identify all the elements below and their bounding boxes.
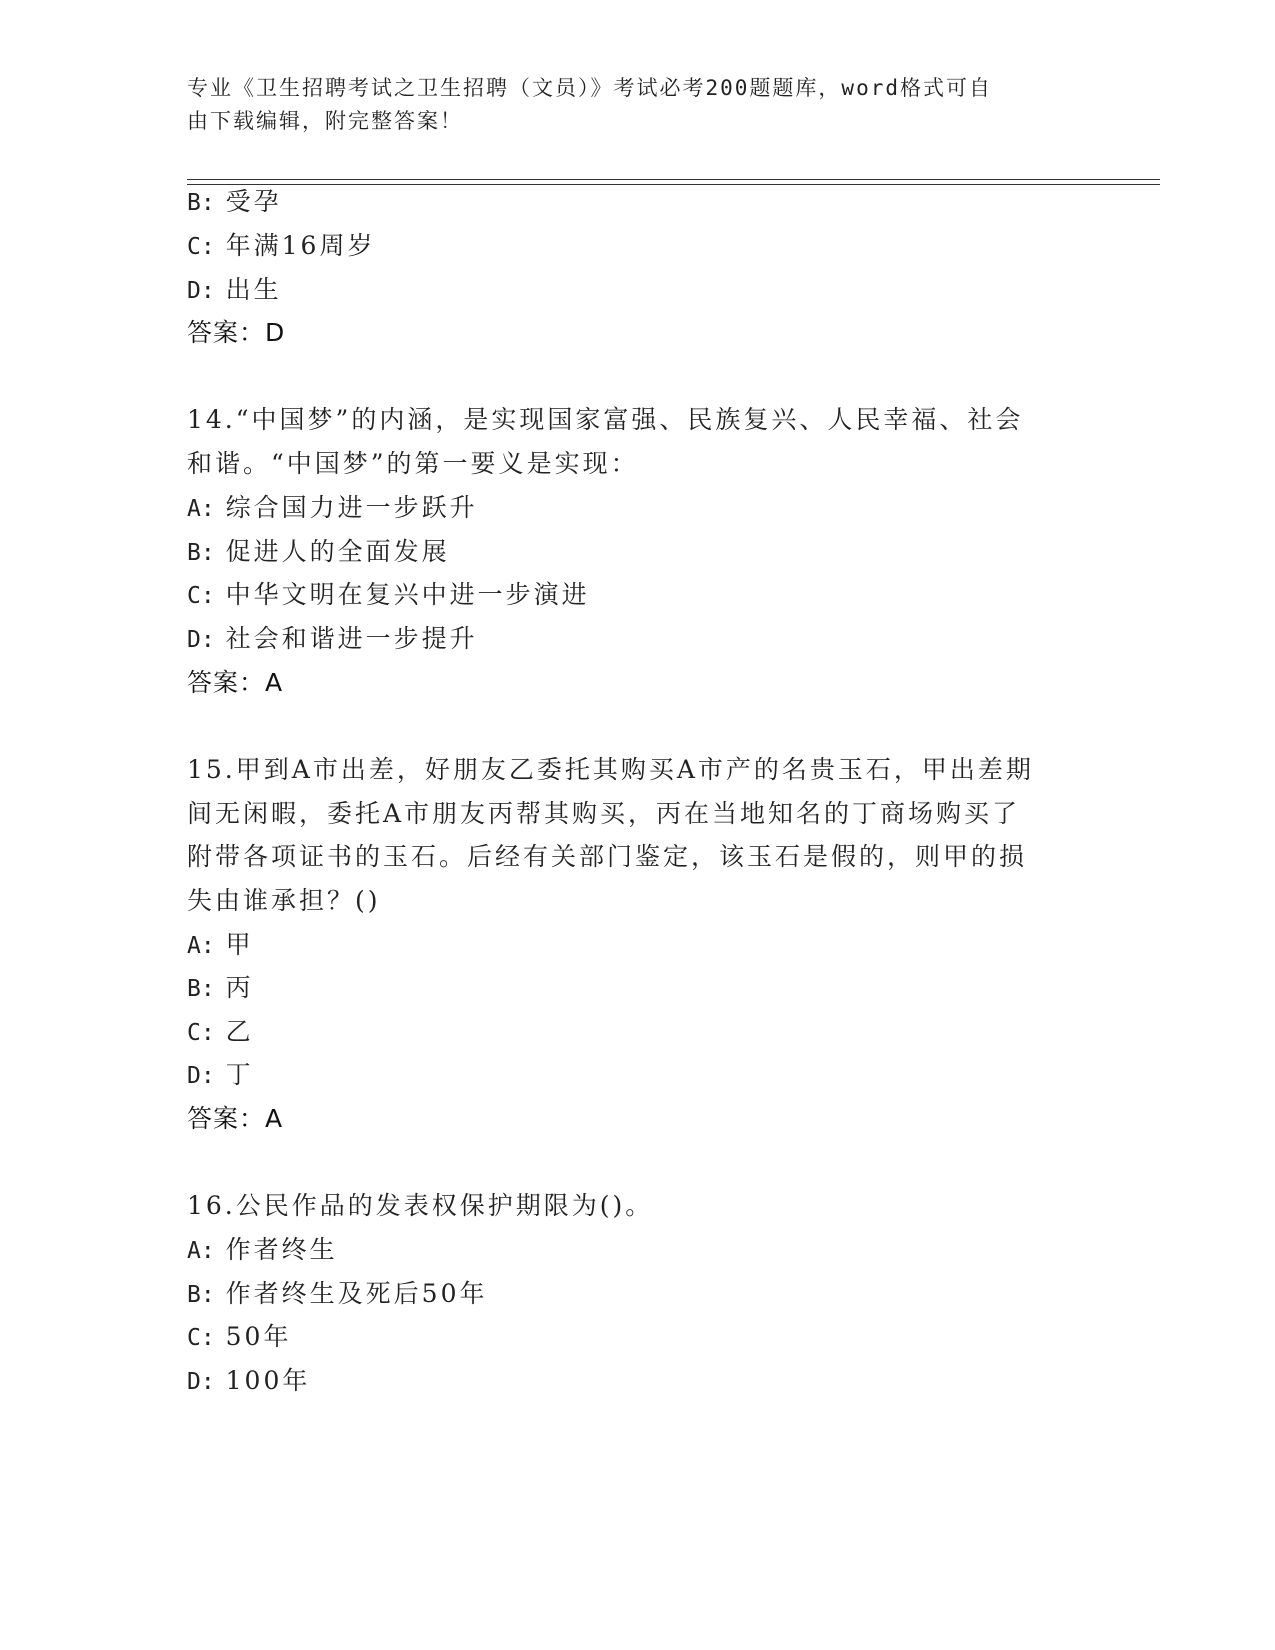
q15-stem-line-3: 附带各项证书的玉石。后经有关部门鉴定，该玉石是假的，则甲的损 <box>187 842 1028 871</box>
q16-option-d: D: 100年 <box>187 1366 311 1395</box>
q16-option-b: B: 作者终生及死后50年 <box>187 1279 488 1308</box>
q15-option-d: D: 丁 <box>187 1060 254 1089</box>
q14-option-c: C: 中华文明在复兴中进一步演进 <box>187 580 590 609</box>
document-header <box>187 72 1067 138</box>
q15-answer: 答案：A <box>187 1104 284 1133</box>
q15-stem-line-2: 间无闲暇，委托A市朋友丙帮其购买，丙在当地知名的丁商场购买了 <box>187 799 1021 828</box>
q14-stem-line-2: 和谐。“中国梦”的第一要义是实现： <box>187 449 639 478</box>
q13-option-c: C: 年满16周岁 <box>187 231 376 260</box>
q15-option-b: B: 丙 <box>187 973 254 1002</box>
q16-option-c: C: 50年 <box>187 1322 292 1351</box>
q13-option-d: D: 出生 <box>187 275 282 304</box>
header-divider-top <box>187 179 1160 180</box>
q15-stem-line-1: 15.甲到A市出差，好朋友乙委托其购买A市产的名贵玉石，甲出差期 <box>187 755 1034 784</box>
q14-option-a: A: 综合国力进一步跃升 <box>187 493 478 522</box>
q16-option-a: A: 作者终生 <box>187 1235 338 1264</box>
q15-option-a: A: 甲 <box>187 930 254 959</box>
q15-stem-line-4: 失由谁承担？() <box>187 886 381 915</box>
q15-option-c: C: 乙 <box>187 1017 254 1046</box>
q13-option-b: B: 受孕 <box>187 187 282 216</box>
header-line-2: 由下载编辑，附完整答案！ <box>187 109 463 133</box>
q14-stem-line-1: 14.“中国梦”的内涵，是实现国家富强、民族复兴、人民幸福、社会 <box>187 405 1024 434</box>
header-line-1: 专业《卫生招聘考试之卫生招聘（文员）》考试必考200题题库，word格式可自 <box>187 76 992 100</box>
q16-stem-line-1: 16.公民作品的发表权保护期限为()。 <box>187 1191 654 1220</box>
q14-answer: 答案：A <box>187 668 284 697</box>
q14-option-b: B: 促进人的全面发展 <box>187 537 450 566</box>
header-divider-bottom <box>187 184 1160 185</box>
q13-answer: 答案：D <box>187 318 286 347</box>
q14-option-d: D: 社会和谐进一步提升 <box>187 624 478 653</box>
